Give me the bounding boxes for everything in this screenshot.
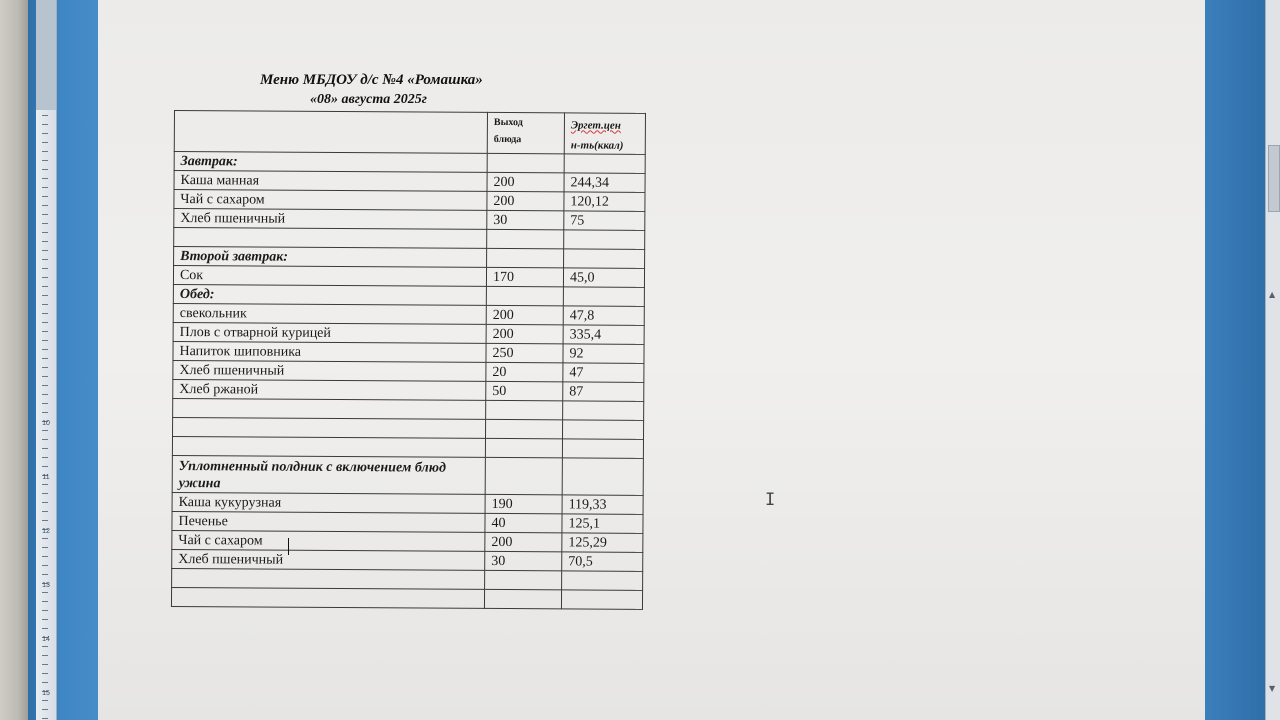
ruler-tick (42, 196, 48, 197)
table-row (174, 190, 645, 212)
weight-cell[interactable] (485, 419, 562, 438)
dish-name-cell[interactable]: Обед: (173, 284, 486, 305)
ruler-tick (42, 385, 48, 386)
menu-table[interactable] (171, 110, 646, 610)
weight-cell[interactable]: 190 (485, 494, 562, 513)
dish-name-cell[interactable] (172, 568, 485, 589)
energy-cell[interactable]: 119,33 (562, 495, 643, 514)
ruler-tick (42, 673, 48, 674)
table-row (171, 587, 642, 609)
header-energy-line1: Эргет.цен (570, 119, 621, 132)
dish-name-cell[interactable] (172, 436, 485, 457)
table-row (173, 341, 644, 363)
ruler-tick (42, 682, 48, 683)
dish-name-cell[interactable]: свекольник (173, 303, 486, 324)
dish-name-cell[interactable]: Плов с отварной курицей (173, 322, 486, 343)
ruler-number: 11 (42, 474, 50, 481)
energy-cell[interactable]: 125,1 (562, 514, 643, 533)
weight-cell[interactable]: 50 (486, 381, 563, 400)
energy-cell[interactable] (563, 401, 644, 420)
weight-cell[interactable]: 40 (485, 513, 562, 532)
ruler-tick (42, 628, 48, 629)
ruler-tick (42, 502, 48, 503)
table-row (172, 549, 643, 571)
ruler-tick (42, 349, 48, 350)
energy-cell[interactable] (564, 230, 645, 249)
dish-name-cell[interactable]: Чай с сахаром (172, 530, 485, 551)
ruler-number: 14 (42, 636, 50, 643)
table-row (172, 492, 643, 514)
ruler-tick (42, 178, 48, 179)
ruler-tick (42, 574, 48, 575)
ruler-tick (42, 259, 48, 260)
dish-name-cell[interactable]: Завтрак: (174, 152, 487, 173)
ruler-tick (42, 322, 48, 323)
energy-cell[interactable]: 45,0 (563, 268, 644, 287)
weight-cell[interactable]: 200 (485, 532, 562, 551)
ruler-tick (42, 412, 48, 413)
text-caret (288, 538, 289, 555)
header-cell-energy[interactable] (564, 113, 645, 154)
ruler-tick (42, 376, 48, 377)
ruler-number: 13 (42, 582, 50, 589)
document-date[interactable]: «08» августа 2025г (310, 92, 427, 107)
monitor-bezel (0, 0, 30, 720)
weight-cell[interactable]: 200 (486, 324, 563, 343)
ruler-tick (42, 268, 48, 269)
dish-name-cell[interactable]: Хлеб пшеничный (172, 549, 485, 570)
energy-cell[interactable]: 120,12 (564, 192, 645, 211)
ruler-tick (42, 331, 48, 332)
dish-name-cell[interactable] (171, 587, 484, 608)
ruler-tick (42, 457, 48, 458)
dish-name-cell[interactable]: Чай с сахаром (174, 190, 487, 211)
ruler-tick (42, 664, 48, 665)
vertical-ruler[interactable] (36, 0, 57, 720)
ruler-tick (42, 133, 48, 134)
energy-cell[interactable]: 335,4 (563, 325, 644, 344)
ruler-tick (42, 277, 48, 278)
header-cell-weight[interactable] (487, 112, 564, 153)
weight-cell[interactable] (487, 153, 564, 172)
dish-name-cell[interactable]: Второй завтрак: (174, 247, 487, 268)
ruler-tick (42, 358, 48, 359)
ruler-tick (42, 286, 48, 287)
table-row (173, 360, 644, 382)
dish-name-cell[interactable]: Напиток шиповника (173, 341, 486, 362)
ruler-tick (42, 295, 48, 296)
vertical-scrollbar[interactable] (1265, 0, 1280, 720)
weight-cell[interactable] (486, 400, 563, 419)
table-row (172, 530, 643, 552)
energy-cell[interactable]: 47 (563, 363, 644, 382)
weight-cell[interactable] (485, 457, 562, 494)
ruler-tick (42, 493, 48, 494)
scroll-down-arrow-icon[interactable]: ▼ (1269, 684, 1276, 693)
energy-cell[interactable] (564, 249, 645, 268)
ruler-margin-area (36, 0, 56, 110)
header-weight-line1: Выход (493, 116, 523, 129)
energy-cell[interactable] (564, 154, 645, 173)
scroll-up-arrow-icon[interactable]: ▲ (1269, 290, 1276, 299)
ruler-tick (42, 484, 48, 485)
weight-cell[interactable]: 170 (486, 267, 563, 286)
ruler-tick (42, 250, 48, 251)
ruler-tick (42, 169, 48, 170)
ruler-tick (42, 142, 48, 143)
table-row (174, 209, 645, 231)
ruler-tick (42, 151, 48, 152)
energy-cell[interactable] (562, 439, 643, 458)
dish-name-cell[interactable]: Печенье (172, 511, 485, 532)
scroll-thumb[interactable] (1268, 145, 1280, 212)
table-row (172, 455, 643, 495)
weight-cell[interactable]: 200 (486, 305, 563, 324)
header-cell-dish[interactable] (174, 111, 487, 154)
ruler-tick (42, 304, 48, 305)
dish-name-cell[interactable]: Сок (173, 266, 486, 287)
ruler-tick (42, 520, 48, 521)
ruler-tick (42, 223, 48, 224)
weight-cell[interactable] (487, 248, 564, 267)
weight-cell[interactable]: 30 (487, 210, 564, 229)
energy-cell[interactable] (562, 571, 643, 590)
ruler-tick (42, 709, 48, 710)
text-cursor-ibeam-icon: I (765, 490, 776, 510)
ruler-number: 15 (42, 690, 50, 697)
ruler-tick (42, 646, 48, 647)
weight-cell[interactable]: 200 (487, 191, 564, 210)
header-energy-line2: н-ть(ккал) (570, 139, 624, 152)
ruler-tick (42, 556, 48, 557)
ruler-tick (42, 601, 48, 602)
ruler-tick (42, 565, 48, 566)
dish-name-cell[interactable]: Хлеб пшеничный (174, 209, 487, 230)
ruler-tick (42, 232, 48, 233)
ruler-tick (42, 214, 48, 215)
energy-cell[interactable]: 92 (563, 344, 644, 363)
ruler-tick (42, 610, 48, 611)
ruler-tick (42, 700, 48, 701)
header-weight-line2: блюда (493, 133, 522, 146)
weight-cell[interactable] (485, 570, 562, 589)
weight-cell[interactable] (485, 438, 562, 457)
ruler-tick (42, 592, 48, 593)
energy-cell[interactable] (561, 590, 642, 609)
dish-name-cell[interactable] (173, 398, 486, 419)
ruler-tick (42, 430, 48, 431)
ruler-number: 12 (42, 528, 50, 535)
energy-cell[interactable]: 47,8 (563, 306, 644, 325)
ruler-tick (42, 241, 48, 242)
ruler-tick (42, 718, 48, 719)
dish-name-cell[interactable]: Каша кукурузная (172, 492, 485, 513)
ruler-tick (42, 313, 48, 314)
weight-cell[interactable] (484, 589, 561, 608)
ruler-tick (42, 160, 48, 161)
table-row (173, 379, 644, 401)
table-row (174, 247, 645, 269)
ruler-tick (42, 187, 48, 188)
ruler-tick (42, 205, 48, 206)
ruler-number: 10 (42, 420, 50, 427)
table-row (173, 322, 644, 344)
weight-cell[interactable] (487, 229, 564, 248)
ruler-tick (42, 439, 48, 440)
table-header-row (174, 111, 645, 155)
ruler-tick (42, 538, 48, 539)
table-row (173, 303, 644, 325)
energy-cell[interactable] (562, 420, 643, 439)
weight-cell[interactable] (486, 286, 563, 305)
ruler-tick (42, 115, 48, 116)
dish-name-cell[interactable]: Уплотненный полдник с включением блюд ужина (172, 455, 485, 494)
ruler-tick (42, 394, 48, 395)
energy-cell[interactable]: 75 (564, 211, 645, 230)
energy-cell[interactable]: 244,34 (564, 173, 645, 192)
energy-cell[interactable]: 125,29 (562, 533, 643, 552)
energy-cell[interactable]: 87 (563, 382, 644, 401)
ruler-tick (42, 619, 48, 620)
dish-name-cell[interactable]: Каша манная (174, 171, 487, 192)
editor-background-right (1205, 0, 1265, 720)
dish-name-cell[interactable]: Хлеб ржаной (173, 379, 486, 400)
energy-cell[interactable]: 70,5 (562, 552, 643, 571)
weight-cell[interactable]: 20 (486, 362, 563, 381)
energy-cell[interactable] (563, 287, 644, 306)
table-row (174, 171, 645, 193)
dish-name-cell[interactable]: Хлеб пшеничный (173, 360, 486, 381)
ruler-tick (42, 655, 48, 656)
energy-cell[interactable] (562, 458, 643, 495)
ruler-tick (42, 547, 48, 548)
ruler-tick (42, 340, 48, 341)
ruler-tick (42, 448, 48, 449)
document-title[interactable]: Меню МБДОУ д/с №4 «Ромашка» (260, 72, 483, 88)
weight-cell[interactable]: 250 (486, 343, 563, 362)
ruler-tick (42, 124, 48, 125)
weight-cell[interactable]: 30 (485, 551, 562, 570)
ruler-tick (42, 367, 48, 368)
ruler-tick (42, 403, 48, 404)
dish-name-cell[interactable] (173, 417, 486, 438)
ruler-tick (42, 511, 48, 512)
weight-cell[interactable]: 200 (487, 172, 564, 191)
ruler-tick (42, 466, 48, 467)
dish-name-cell[interactable] (174, 228, 487, 249)
